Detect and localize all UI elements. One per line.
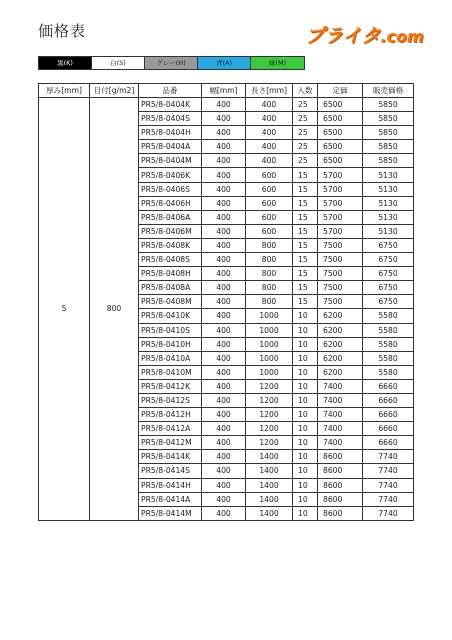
- sku-cell: PR5/8-0408M: [139, 295, 202, 309]
- sale-price-cell: 6660: [363, 393, 414, 407]
- header-width: 幅[mm]: [202, 84, 246, 98]
- header-quantity: 入数: [293, 84, 318, 98]
- width-cell: 400: [202, 408, 246, 422]
- quantity-cell: 10: [293, 464, 318, 478]
- width-cell: 400: [202, 478, 246, 492]
- sale-price-cell: 6750: [363, 295, 414, 309]
- sku-cell: PR5/8-0410H: [139, 337, 202, 351]
- list-price-cell: 6200: [318, 337, 363, 351]
- sku-cell: PR5/8-0408H: [139, 267, 202, 281]
- sku-cell: PR5/8-0406K: [139, 168, 202, 182]
- sale-price-cell: 6660: [363, 408, 414, 422]
- length-cell: 1400: [246, 478, 293, 492]
- quantity-cell: 10: [293, 393, 318, 407]
- length-cell: 600: [246, 168, 293, 182]
- width-cell: 400: [202, 154, 246, 168]
- list-price-cell: 8600: [318, 478, 363, 492]
- list-price-cell: 7500: [318, 281, 363, 295]
- sku-cell: PR5/8-0412A: [139, 422, 202, 436]
- list-price-cell: 6500: [318, 112, 363, 126]
- sku-cell: PR5/8-0414S: [139, 464, 202, 478]
- sale-price-cell: 6660: [363, 436, 414, 450]
- color-swatch: グレー(H): [145, 57, 198, 69]
- width-cell: 400: [202, 309, 246, 323]
- sku-cell: PR5/8-0410A: [139, 351, 202, 365]
- width-cell: 400: [202, 323, 246, 337]
- list-price-cell: 6200: [318, 309, 363, 323]
- sale-price-cell: 5580: [363, 309, 414, 323]
- quantity-cell: 10: [293, 379, 318, 393]
- length-cell: 1200: [246, 408, 293, 422]
- weight-cell: 800: [90, 98, 139, 521]
- sku-cell: PR5/8-0408S: [139, 253, 202, 267]
- sale-price-cell: 5580: [363, 323, 414, 337]
- table-header-row: [39, 84, 414, 98]
- width-cell: 400: [202, 337, 246, 351]
- sale-price-cell: 6750: [363, 281, 414, 295]
- sale-price-cell: 6660: [363, 379, 414, 393]
- sale-price-cell: 6660: [363, 422, 414, 436]
- list-price-cell: 7500: [318, 295, 363, 309]
- length-cell: 1000: [246, 309, 293, 323]
- width-cell: 400: [202, 365, 246, 379]
- color-swatch: 白(S): [92, 57, 145, 69]
- sale-price-cell: 5850: [363, 154, 414, 168]
- length-cell: 800: [246, 238, 293, 252]
- sale-price-cell: 6750: [363, 238, 414, 252]
- quantity-cell: 15: [293, 253, 318, 267]
- color-swatch: 緑(M): [251, 57, 304, 69]
- quantity-cell: 15: [293, 267, 318, 281]
- list-price-cell: 7500: [318, 253, 363, 267]
- width-cell: 400: [202, 295, 246, 309]
- length-cell: 1200: [246, 393, 293, 407]
- width-cell: 400: [202, 267, 246, 281]
- length-cell: 800: [246, 295, 293, 309]
- length-cell: 1400: [246, 506, 293, 520]
- sku-cell: PR5/8-0406S: [139, 182, 202, 196]
- thickness-cell: 5: [39, 98, 90, 521]
- width-cell: 400: [202, 238, 246, 252]
- quantity-cell: 10: [293, 309, 318, 323]
- header-length: 長さ[mm]: [246, 84, 293, 98]
- quantity-cell: 25: [293, 140, 318, 154]
- color-swatch: 青(A): [198, 57, 251, 69]
- quantity-cell: 10: [293, 478, 318, 492]
- header-thickness: 厚み[mm]: [39, 84, 90, 98]
- quantity-cell: 25: [293, 112, 318, 126]
- sale-price-cell: 5850: [363, 140, 414, 154]
- sku-cell: PR5/8-0412S: [139, 393, 202, 407]
- sku-cell: PR5/8-0414A: [139, 492, 202, 506]
- header-sku: 品番: [139, 84, 202, 98]
- width-cell: 400: [202, 506, 246, 520]
- quantity-cell: 10: [293, 436, 318, 450]
- quantity-cell: 10: [293, 422, 318, 436]
- list-price-cell: 7400: [318, 422, 363, 436]
- table-row: [39, 98, 414, 112]
- width-cell: 400: [202, 224, 246, 238]
- sale-price-cell: 5850: [363, 126, 414, 140]
- list-price-cell: 5700: [318, 210, 363, 224]
- list-price-cell: 6500: [318, 126, 363, 140]
- sale-price-cell: 7740: [363, 506, 414, 520]
- length-cell: 1000: [246, 365, 293, 379]
- quantity-cell: 25: [293, 154, 318, 168]
- sale-price-cell: 5580: [363, 365, 414, 379]
- quantity-cell: 15: [293, 281, 318, 295]
- quantity-cell: 15: [293, 196, 318, 210]
- quantity-cell: 25: [293, 98, 318, 112]
- sale-price-cell: 5850: [363, 98, 414, 112]
- list-price-cell: 8600: [318, 464, 363, 478]
- length-cell: 1400: [246, 464, 293, 478]
- color-swatch: 黒(K): [39, 57, 92, 69]
- list-price-cell: 5700: [318, 168, 363, 182]
- sku-cell: PR5/8-0412M: [139, 436, 202, 450]
- sku-cell: PR5/8-0414H: [139, 478, 202, 492]
- sku-cell: PR5/8-0408K: [139, 238, 202, 252]
- width-cell: 400: [202, 168, 246, 182]
- length-cell: 400: [246, 112, 293, 126]
- width-cell: 400: [202, 140, 246, 154]
- width-cell: 400: [202, 196, 246, 210]
- sku-cell: PR5/8-0412K: [139, 379, 202, 393]
- width-cell: 400: [202, 281, 246, 295]
- sku-cell: PR5/8-0406H: [139, 196, 202, 210]
- list-price-cell: 6200: [318, 365, 363, 379]
- sku-cell: PR5/8-0404S: [139, 112, 202, 126]
- sale-price-cell: 5850: [363, 112, 414, 126]
- width-cell: 400: [202, 379, 246, 393]
- quantity-cell: 10: [293, 365, 318, 379]
- list-price-cell: 8600: [318, 506, 363, 520]
- quantity-cell: 10: [293, 450, 318, 464]
- list-price-cell: 6500: [318, 98, 363, 112]
- list-price-cell: 8600: [318, 450, 363, 464]
- width-cell: 400: [202, 422, 246, 436]
- length-cell: 800: [246, 253, 293, 267]
- length-cell: 800: [246, 267, 293, 281]
- list-price-cell: 6200: [318, 351, 363, 365]
- length-cell: 1000: [246, 337, 293, 351]
- quantity-cell: 10: [293, 408, 318, 422]
- quantity-cell: 15: [293, 210, 318, 224]
- length-cell: 600: [246, 210, 293, 224]
- sale-price-cell: 7740: [363, 450, 414, 464]
- width-cell: 400: [202, 182, 246, 196]
- length-cell: 1400: [246, 450, 293, 464]
- length-cell: 400: [246, 140, 293, 154]
- quantity-cell: 10: [293, 337, 318, 351]
- length-cell: 400: [246, 98, 293, 112]
- quantity-cell: 10: [293, 506, 318, 520]
- width-cell: 400: [202, 464, 246, 478]
- width-cell: 400: [202, 98, 246, 112]
- sku-cell: PR5/8-0410K: [139, 309, 202, 323]
- sale-price-cell: 7740: [363, 492, 414, 506]
- header-sale-price: 販売価格: [363, 84, 414, 98]
- header-list-price: 定価: [318, 84, 363, 98]
- length-cell: 600: [246, 182, 293, 196]
- width-cell: 400: [202, 450, 246, 464]
- length-cell: 400: [246, 126, 293, 140]
- sale-price-cell: 6750: [363, 267, 414, 281]
- sku-cell: PR5/8-0406M: [139, 224, 202, 238]
- length-cell: 1000: [246, 323, 293, 337]
- page-title: 価格表: [38, 22, 87, 40]
- sale-price-cell: 5130: [363, 168, 414, 182]
- quantity-cell: 15: [293, 238, 318, 252]
- price-table: [38, 83, 414, 521]
- quantity-cell: 10: [293, 323, 318, 337]
- quantity-cell: 10: [293, 492, 318, 506]
- list-price-cell: 7500: [318, 267, 363, 281]
- list-price-cell: 6500: [318, 140, 363, 154]
- width-cell: 400: [202, 351, 246, 365]
- width-cell: 400: [202, 393, 246, 407]
- sale-price-cell: 7740: [363, 478, 414, 492]
- brand-logo: [305, 21, 424, 48]
- sku-cell: PR5/8-0410M: [139, 365, 202, 379]
- sale-price-cell: 5130: [363, 196, 414, 210]
- quantity-cell: 25: [293, 126, 318, 140]
- list-price-cell: 5700: [318, 196, 363, 210]
- sku-cell: PR5/8-0406A: [139, 210, 202, 224]
- length-cell: 1400: [246, 492, 293, 506]
- sale-price-cell: 5130: [363, 224, 414, 238]
- list-price-cell: 5700: [318, 224, 363, 238]
- sale-price-cell: 7740: [363, 464, 414, 478]
- sale-price-cell: 6750: [363, 253, 414, 267]
- sale-price-cell: 5130: [363, 182, 414, 196]
- brand-logo-main: プライタ: [305, 25, 381, 47]
- sku-cell: PR5/8-0412H: [139, 408, 202, 422]
- sku-cell: PR5/8-0404H: [139, 126, 202, 140]
- quantity-cell: 15: [293, 295, 318, 309]
- header-weight: 目付[g/m2]: [90, 84, 139, 98]
- length-cell: 1000: [246, 351, 293, 365]
- list-price-cell: 7400: [318, 393, 363, 407]
- brand-logo-domain: .com: [380, 27, 424, 46]
- width-cell: 400: [202, 253, 246, 267]
- length-cell: 400: [246, 154, 293, 168]
- sale-price-cell: 5580: [363, 351, 414, 365]
- sku-cell: PR5/8-0414K: [139, 450, 202, 464]
- list-price-cell: 6200: [318, 323, 363, 337]
- sale-price-cell: 5580: [363, 337, 414, 351]
- length-cell: 1200: [246, 379, 293, 393]
- list-price-cell: 5700: [318, 182, 363, 196]
- list-price-cell: 8600: [318, 492, 363, 506]
- sku-cell: PR5/8-0414M: [139, 506, 202, 520]
- width-cell: 400: [202, 112, 246, 126]
- sale-price-cell: 5130: [363, 210, 414, 224]
- list-price-cell: 7400: [318, 436, 363, 450]
- list-price-cell: 6500: [318, 154, 363, 168]
- list-price-cell: 7400: [318, 408, 363, 422]
- sku-cell: PR5/8-0408A: [139, 281, 202, 295]
- width-cell: 400: [202, 210, 246, 224]
- length-cell: 600: [246, 224, 293, 238]
- width-cell: 400: [202, 436, 246, 450]
- width-cell: 400: [202, 126, 246, 140]
- color-legend: [38, 56, 305, 70]
- quantity-cell: 15: [293, 224, 318, 238]
- quantity-cell: 10: [293, 351, 318, 365]
- length-cell: 600: [246, 196, 293, 210]
- list-price-cell: 7400: [318, 379, 363, 393]
- length-cell: 800: [246, 281, 293, 295]
- sku-cell: PR5/8-0404K: [139, 98, 202, 112]
- sku-cell: PR5/8-0404A: [139, 140, 202, 154]
- quantity-cell: 15: [293, 168, 318, 182]
- sku-cell: PR5/8-0404M: [139, 154, 202, 168]
- quantity-cell: 15: [293, 182, 318, 196]
- list-price-cell: 7500: [318, 238, 363, 252]
- sku-cell: PR5/8-0410S: [139, 323, 202, 337]
- length-cell: 1200: [246, 436, 293, 450]
- length-cell: 1200: [246, 422, 293, 436]
- width-cell: 400: [202, 492, 246, 506]
